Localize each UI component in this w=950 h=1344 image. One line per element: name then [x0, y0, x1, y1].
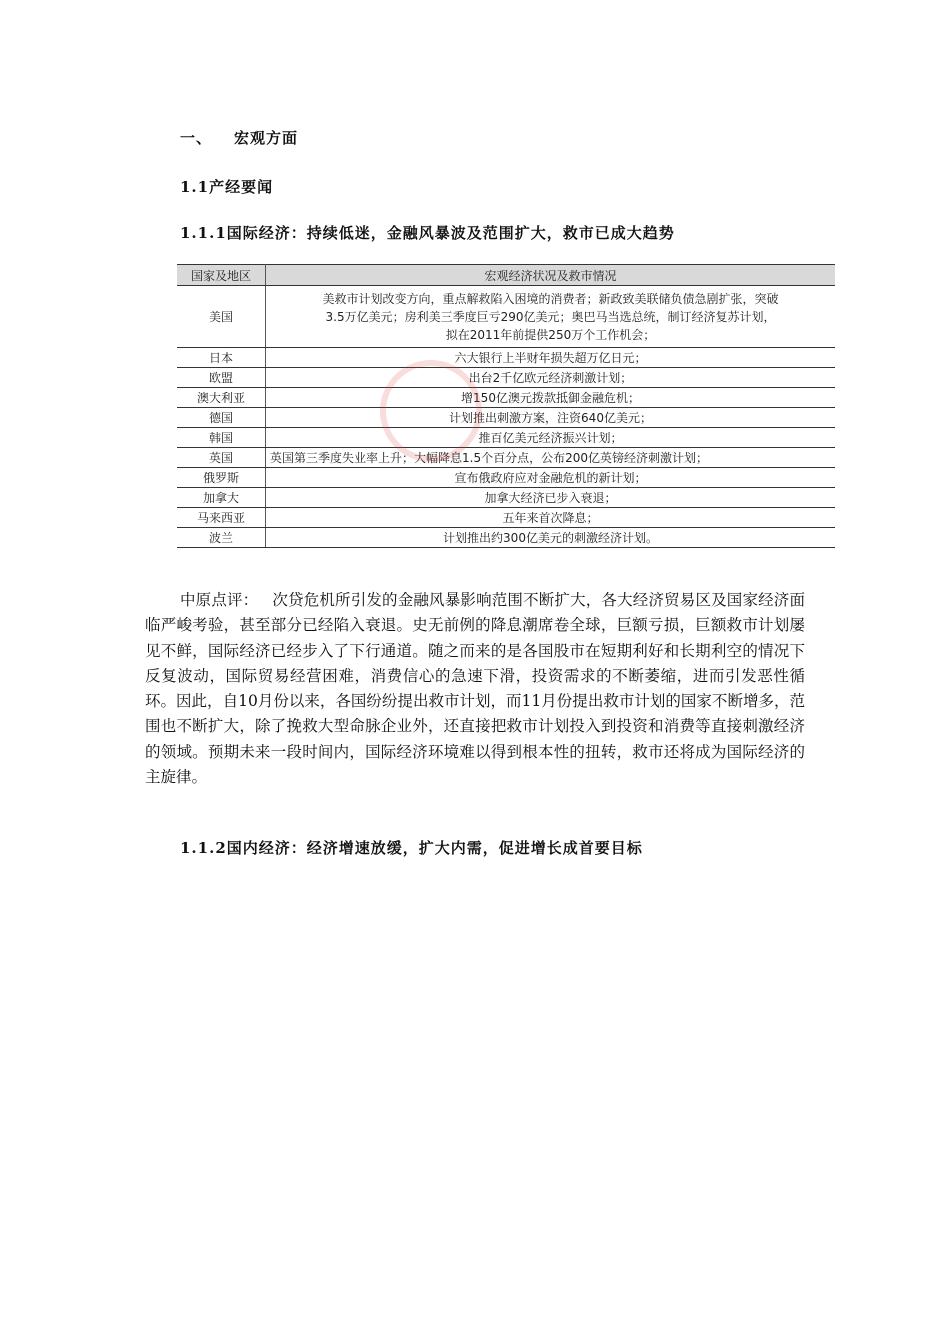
info-line: 拟在2011年前提供250万个工作机会；: [445, 327, 656, 342]
region-cell: 马来西亚: [177, 508, 266, 528]
subsubsection-heading-domestic: 1.1.2国内经济：经济增速放缓，扩大内需，促进增长成首要目标: [180, 839, 643, 857]
info-cell: 推百亿美元经济振兴计划；: [266, 428, 836, 448]
info-cell: [266, 286, 836, 348]
subsubsection-heading-international: 1.1.1国际经济：持续低迷，金融风暴波及范围扩大，救市已成大趋势: [180, 224, 675, 242]
table-row: [177, 508, 835, 528]
comment-text: 次贷危机所引发的金融风暴影响范围不断扩大，各大经济贸易区及国家经济面临严峻考验，甚至部分已经陷入衰退。史无前例的降息潮席卷全球，巨额亏损，巨额救市计划屡见不鲜，国际经济已经步入了下行通道。随之而来的是各国股市在短期利好和长期利空的情况下反复波动，国际贸易经营困难，消费信心的急速下滑，投资需求的不断萎缩，进而引发恶性循环。因此，自10月份以来，各国纷纷提出救市计划，而11月份提出救市计划的国家不断增多，范围也不断扩大，除了挽救大型命脉企业外，还直接把救市计划投入到投资和消费等直接刺激经济的领域。预期未来一段时间内，国际经济环境难以得到根本性的扭转，救市还将成为国际经济的主旋律。: [145, 591, 805, 787]
comment-paragraph: [145, 588, 805, 790]
info-cell: 宣布俄政府应对金融危机的新计划；: [266, 468, 836, 488]
region-cell: 英国: [177, 448, 266, 468]
region-cell: 澳大利亚: [177, 388, 266, 408]
table-row: [177, 368, 835, 388]
table-row: [177, 408, 835, 428]
region-cell: 波兰: [177, 528, 266, 548]
table-row: [177, 428, 835, 448]
region-cell: 加拿大: [177, 488, 266, 508]
info-line: 3.5万亿美元；房利美三季度巨亏290亿美元；奥巴马当选总统，制订经济复苏计划，: [325, 309, 776, 324]
info-cell: 增150亿澳元拨款抵御金融危机；: [266, 388, 836, 408]
table-row: [177, 488, 835, 508]
comment-text-block: [145, 588, 805, 790]
section-number: 一、: [180, 129, 213, 147]
region-cell: 德国: [177, 408, 266, 428]
table-row: [177, 348, 835, 368]
economy-table: [177, 264, 835, 548]
table-row: [177, 448, 835, 468]
section-title: 宏观方面: [234, 129, 299, 147]
info-cell: 出台2千亿欧元经济刺激计划；: [266, 368, 836, 388]
header-info: 宏观经济状况及救市情况: [266, 265, 836, 286]
subsection-heading: 1.1产经要闻: [180, 178, 274, 196]
table-row: [177, 388, 835, 408]
info-cell: 五年来首次降息；: [266, 508, 836, 528]
region-cell: 俄罗斯: [177, 468, 266, 488]
table-header-row: [177, 265, 835, 286]
section-heading: [180, 127, 298, 148]
table-row: [177, 286, 835, 348]
info-cell: 英国第三季度失业率上升；大幅降息1.5个百分点，公布200亿英镑经济刺激计划；: [266, 448, 836, 468]
info-line: 美救市计划改变方向，重点解救陷入困境的消费者；新政致美联储负债急剧扩张，突破: [322, 291, 779, 306]
comment-label: 中原点评：: [180, 591, 259, 609]
table-row: [177, 468, 835, 488]
region-cell: 美国: [177, 286, 266, 348]
info-cell: 计划推出刺激方案，注资640亿美元；: [266, 408, 836, 428]
info-cell: 计划推出约300亿美元的刺激经济计划。: [266, 528, 836, 548]
region-cell: 欧盟: [177, 368, 266, 388]
info-cell: 加拿大经济已步入衰退；: [266, 488, 836, 508]
header-region: 国家及地区: [177, 265, 266, 286]
table-row: [177, 528, 835, 548]
info-cell: 六大银行上半财年损失超万亿日元；: [266, 348, 836, 368]
region-cell: 韩国: [177, 428, 266, 448]
region-cell: 日本: [177, 348, 266, 368]
economy-table-image: [177, 264, 835, 558]
